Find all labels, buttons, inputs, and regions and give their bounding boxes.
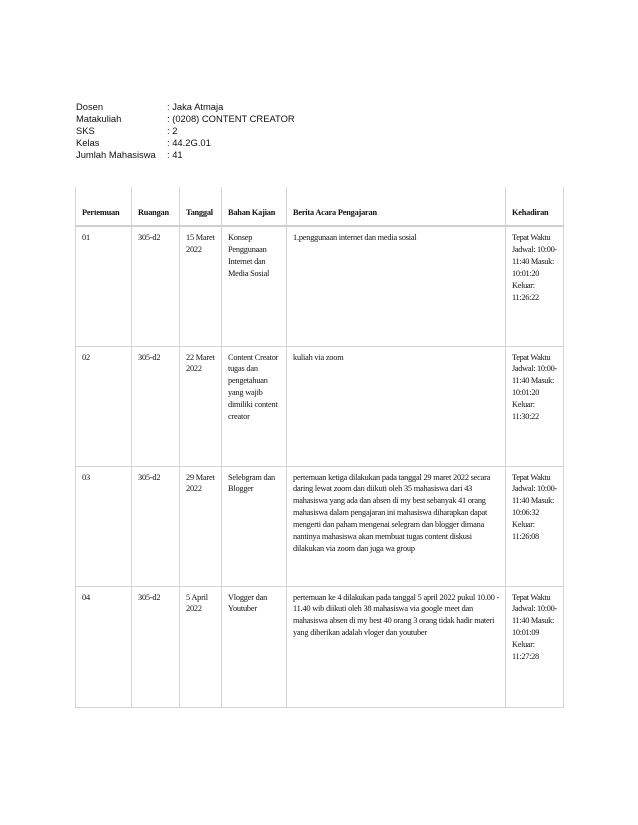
cell-bahan-kajian: Vlogger dan Youtuber: [222, 586, 287, 707]
cell-pertemuan: 01: [76, 226, 132, 346]
info-row-sks: [76, 125, 295, 137]
info-value: : 2: [167, 124, 178, 136]
attendance-table: [75, 187, 564, 708]
cell-tanggal: 29 Maret 2022: [180, 466, 222, 586]
cell-berita-acara: kuliah via zoom: [287, 346, 506, 466]
info-label: SKS: [76, 124, 95, 136]
info-row-jumlah-mahasiswa: [76, 149, 295, 161]
table-row: [76, 226, 564, 346]
cell-pertemuan: 02: [76, 346, 132, 466]
cell-bahan-kajian: Selebgram dan Blogger: [222, 466, 287, 586]
info-value: : 41: [167, 148, 183, 160]
header-ruangan: Ruangan: [132, 187, 180, 226]
cell-ruangan: 305-d2: [132, 226, 180, 346]
info-label: Dosen: [76, 101, 104, 112]
info-label: Jumlah Mahasiswa: [76, 148, 156, 160]
header-pertemuan: Pertemuan: [76, 187, 132, 226]
info-value: : (0208) CONTENT CREATOR: [167, 112, 295, 124]
table-header-row: [76, 187, 564, 226]
cell-pertemuan: 03: [76, 466, 132, 586]
cell-berita-acara: 1.penggunaan internet dan media sosial: [287, 226, 506, 346]
info-label: Matakuliah: [76, 112, 122, 124]
cell-bahan-kajian: Konsep Penggunaan Internet dan Media Sosial: [222, 226, 287, 346]
header-bahan-kajian: Bahan Kajian: [222, 187, 287, 226]
cell-tanggal: 22 Maret 2022: [180, 346, 222, 466]
cell-kehadiran: Tepat Waktu Jadwal: 10:00-11:40 Masuk: 10:01:09 Keluar: 11:27:28: [506, 586, 564, 707]
cell-ruangan: 305-d2: [132, 586, 180, 707]
header-berita-acara: Berita Acara Pengajaran: [287, 187, 506, 226]
info-label: Kelas: [76, 136, 100, 148]
cell-tanggal: 5 April 2022: [180, 586, 222, 707]
info-row-dosen: [76, 101, 295, 113]
info-value: : 44.2G.01: [167, 136, 211, 148]
cell-berita-acara: pertemuan ke 4 dilakukan pada tanggal 5 april 2022 pukul 10.00 - 11.40 wib diikuti oleh 38 mahasiswa via google meet dan mahasiswa absen di my best 40 orang 3 orang tidak hadir materi yang diberikan adalah vloger dan youtuber: [287, 586, 506, 707]
cell-ruangan: 305-d2: [132, 466, 180, 586]
header-kehadiran: Kehadiran: [506, 187, 564, 226]
table-row: [76, 586, 564, 707]
cell-berita-acara: pertemuan ketiga dilakukan pada tanggal 29 maret 2022 secara daring lewat zoom dan diikuti oleh 35 mahasiswa dari 43 mahasiswa yang ada dan absen di my best sebanyak 41 orang mahasiswa dalam pengajaran ini mahasiswa diharapkan dapat mengerti dan paham mengenai selegram dan blogger dimana nantinya mahasiswa akan membuat tugas content diskusi dilakukan via zoom dan juga wa group: [287, 466, 506, 586]
cell-kehadiran: Tepat Waktu Jadwal: 10:00-11:40 Masuk: 10:01:20 Keluar: 11:30:22: [506, 346, 564, 466]
cell-tanggal: 15 Maret 2022: [180, 226, 222, 346]
info-row-matakuliah: [76, 113, 295, 125]
cell-pertemuan: 04: [76, 586, 132, 707]
info-value: : Jaka Atmaja: [167, 101, 224, 112]
cell-bahan-kajian: Content Creator tugas dan pengetahuan yang wajib dimiliki content creator: [222, 346, 287, 466]
table-row: [76, 466, 564, 586]
cell-kehadiran: Tepat Waktu Jadwal: 10:00-11:40 Masuk: 10:01:20 Keluar: 11:26:22: [506, 226, 564, 346]
cell-ruangan: 305-d2: [132, 346, 180, 466]
header-tanggal: Tanggal: [180, 187, 222, 226]
cell-kehadiran: Tepat Waktu Jadwal: 10:00-11:40 Masuk: 10:06:32 Keluar: 11:26:08: [506, 466, 564, 586]
info-row-kelas: [76, 137, 295, 149]
course-info: [76, 101, 295, 161]
table-row: [76, 346, 564, 466]
